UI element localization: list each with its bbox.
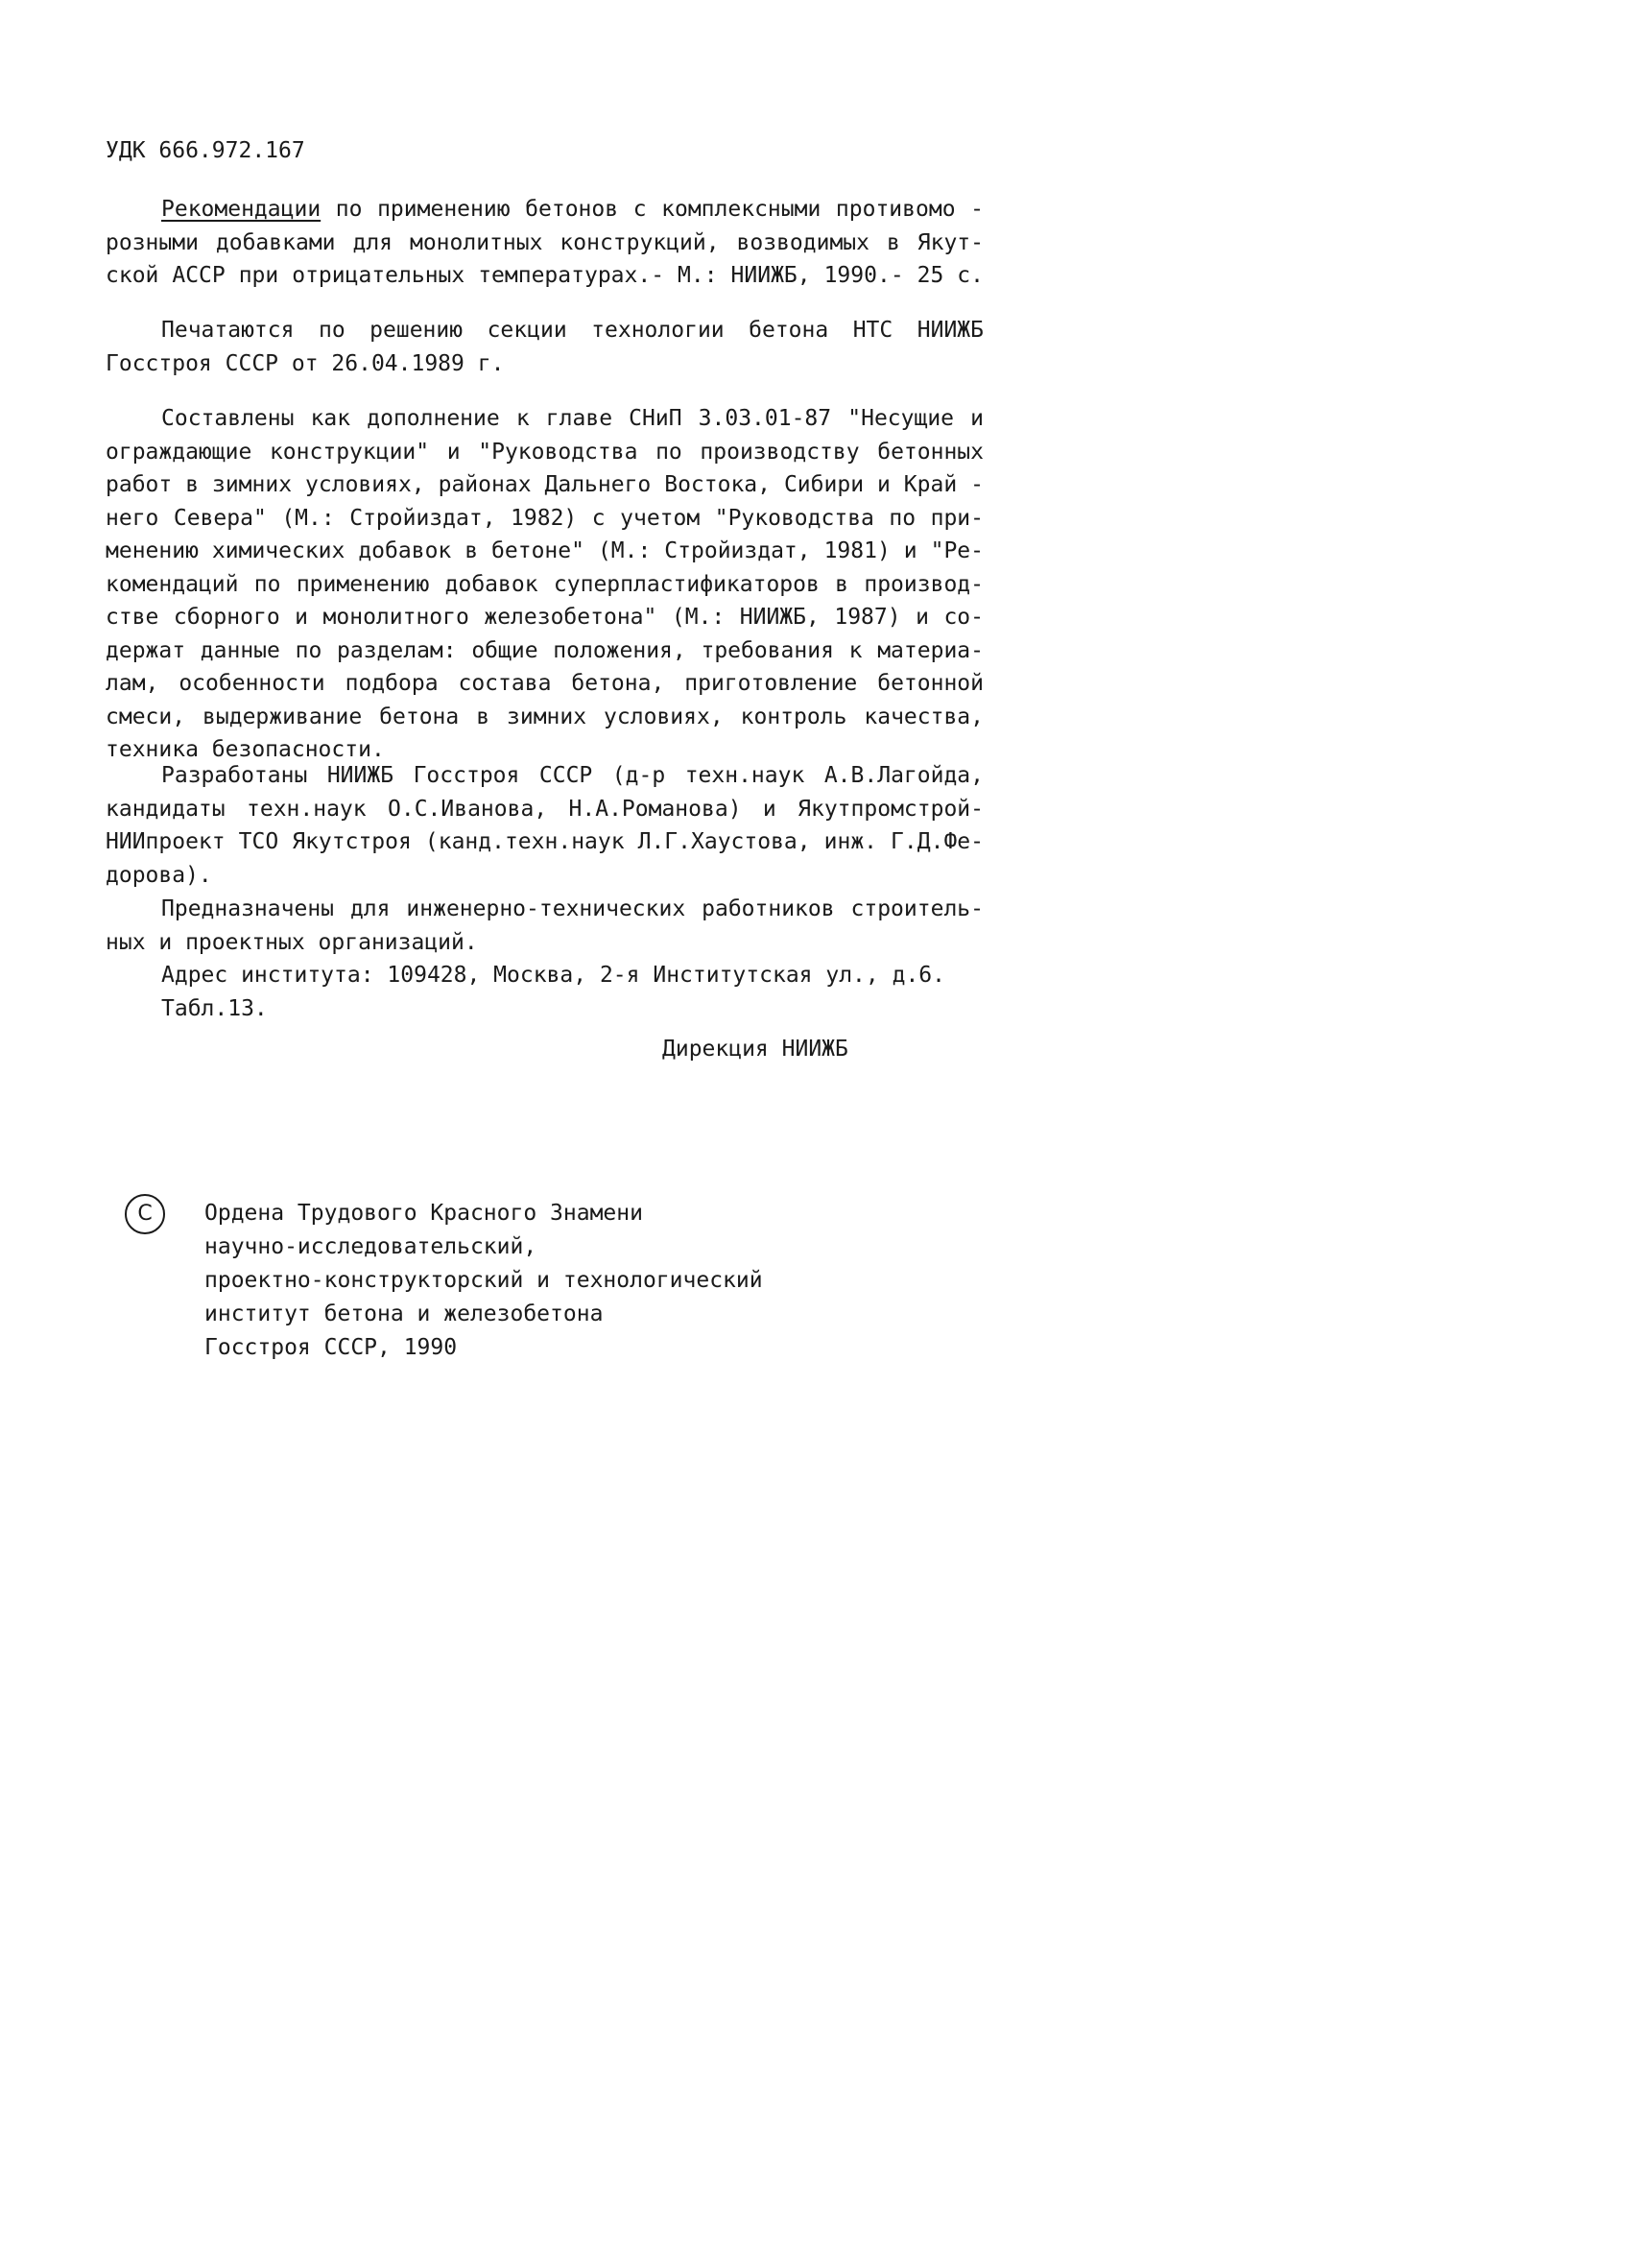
publisher-line: Госстроя СССР, 1990: [204, 1335, 458, 1360]
annotation-title: Рекомендации: [161, 197, 321, 222]
publisher-line: научно-исследовательский,: [204, 1234, 537, 1259]
compiled-line: лам, особенности подбора состава бетона, приготовление бетонной: [106, 671, 984, 696]
annotation-line: ской АССР при отрицательных температурах.- М.: НИИЖБ, 1990.- 25 с.: [106, 263, 984, 288]
compiled-line: Составлены как дополнение к главе СНиП 3.03.01-87 "Несущие и: [161, 406, 984, 431]
publisher-line: проектно-конструкторский и технологический: [204, 1268, 763, 1293]
udk-code: [106, 134, 984, 168]
institute-address: [106, 959, 984, 992]
annotation-line-rest: по применению бетонов с комплексными противомо -: [321, 197, 984, 222]
intended-line: ных и проектных организаций.: [106, 929, 478, 955]
developed-by-paragraph: [106, 759, 984, 892]
compiled-line: него Севера" (М.: Стройиздат, 1982) с учетом "Руководства по при-: [106, 505, 984, 531]
developed-line: кандидаты техн.наук О.С.Иванова, Н.А.Романова) и Якутпромстрой-: [106, 796, 984, 822]
annotation-line: розными добавками для монолитных конструкций, возводимых в Якут-: [106, 229, 984, 255]
developed-line: дорова).: [106, 862, 212, 888]
tables-line: Табл.13.: [161, 996, 268, 1021]
address-line: Адрес института: 109428, Москва, 2-я Институтская ул., д.6.: [161, 963, 945, 988]
bibliographic-annotation: [106, 193, 984, 293]
copyright-icon: С: [125, 1194, 165, 1234]
publisher-block: [204, 1197, 763, 1365]
compiled-line: смеси, выдерживание бетона в зимних условиях, контроль качества,: [106, 704, 984, 729]
developed-line: Разработаны НИИЖБ Госстроя СССР (д-р техн.наук А.В.Лагойда,: [161, 763, 984, 788]
compiled-line: ограждающие конструкции" и "Руководства по производству бетонных: [106, 439, 984, 465]
udk-line: УДК 666.972.167: [106, 138, 305, 163]
intended-for-paragraph: [106, 893, 984, 959]
compiled-line: работ в зимних условиях, районах Дальнего Востока, Сибири и Край -: [106, 472, 984, 497]
compiled-paragraph: [106, 402, 984, 767]
publisher-line: институт бетона и железобетона: [204, 1301, 604, 1326]
compiled-line: держат данные по разделам: общие положения, требования к материа-: [106, 637, 984, 663]
compiled-line: комендаций по применению добавок суперпластификаторов в производ-: [106, 571, 984, 597]
tables-count: [106, 992, 984, 1026]
publisher-line: Ордена Трудового Красного Знамени: [204, 1201, 643, 1226]
printed-by-paragraph: [106, 314, 984, 380]
annotation-line: [106, 193, 984, 227]
printed-by-line: Госстроя СССР от 26.04.1989 г.: [106, 350, 505, 376]
developed-line: НИИпроект ТСО Якутстроя (канд.техн.наук Л.Г.Хаустова, инж. Г.Д.Фе-: [106, 829, 984, 854]
compiled-line: менению химических добавок в бетоне" (М.: Стройиздат, 1981) и "Ре-: [106, 538, 984, 563]
intended-line: Предназначены для инженерно-технических работников строитель-: [161, 896, 984, 921]
document-page: [0, 0, 1088, 1536]
compiled-line: стве сборного и монолитного железобетона" (М.: НИИЖБ, 1987) и со-: [106, 605, 984, 630]
directorate-signature: Дирекция НИИЖБ: [662, 1037, 848, 1062]
compiled-line: техника безопасности.: [106, 737, 385, 762]
printed-by-line: Печатаются по решению секции технологии бетона НТС НИИЖБ: [161, 318, 984, 343]
